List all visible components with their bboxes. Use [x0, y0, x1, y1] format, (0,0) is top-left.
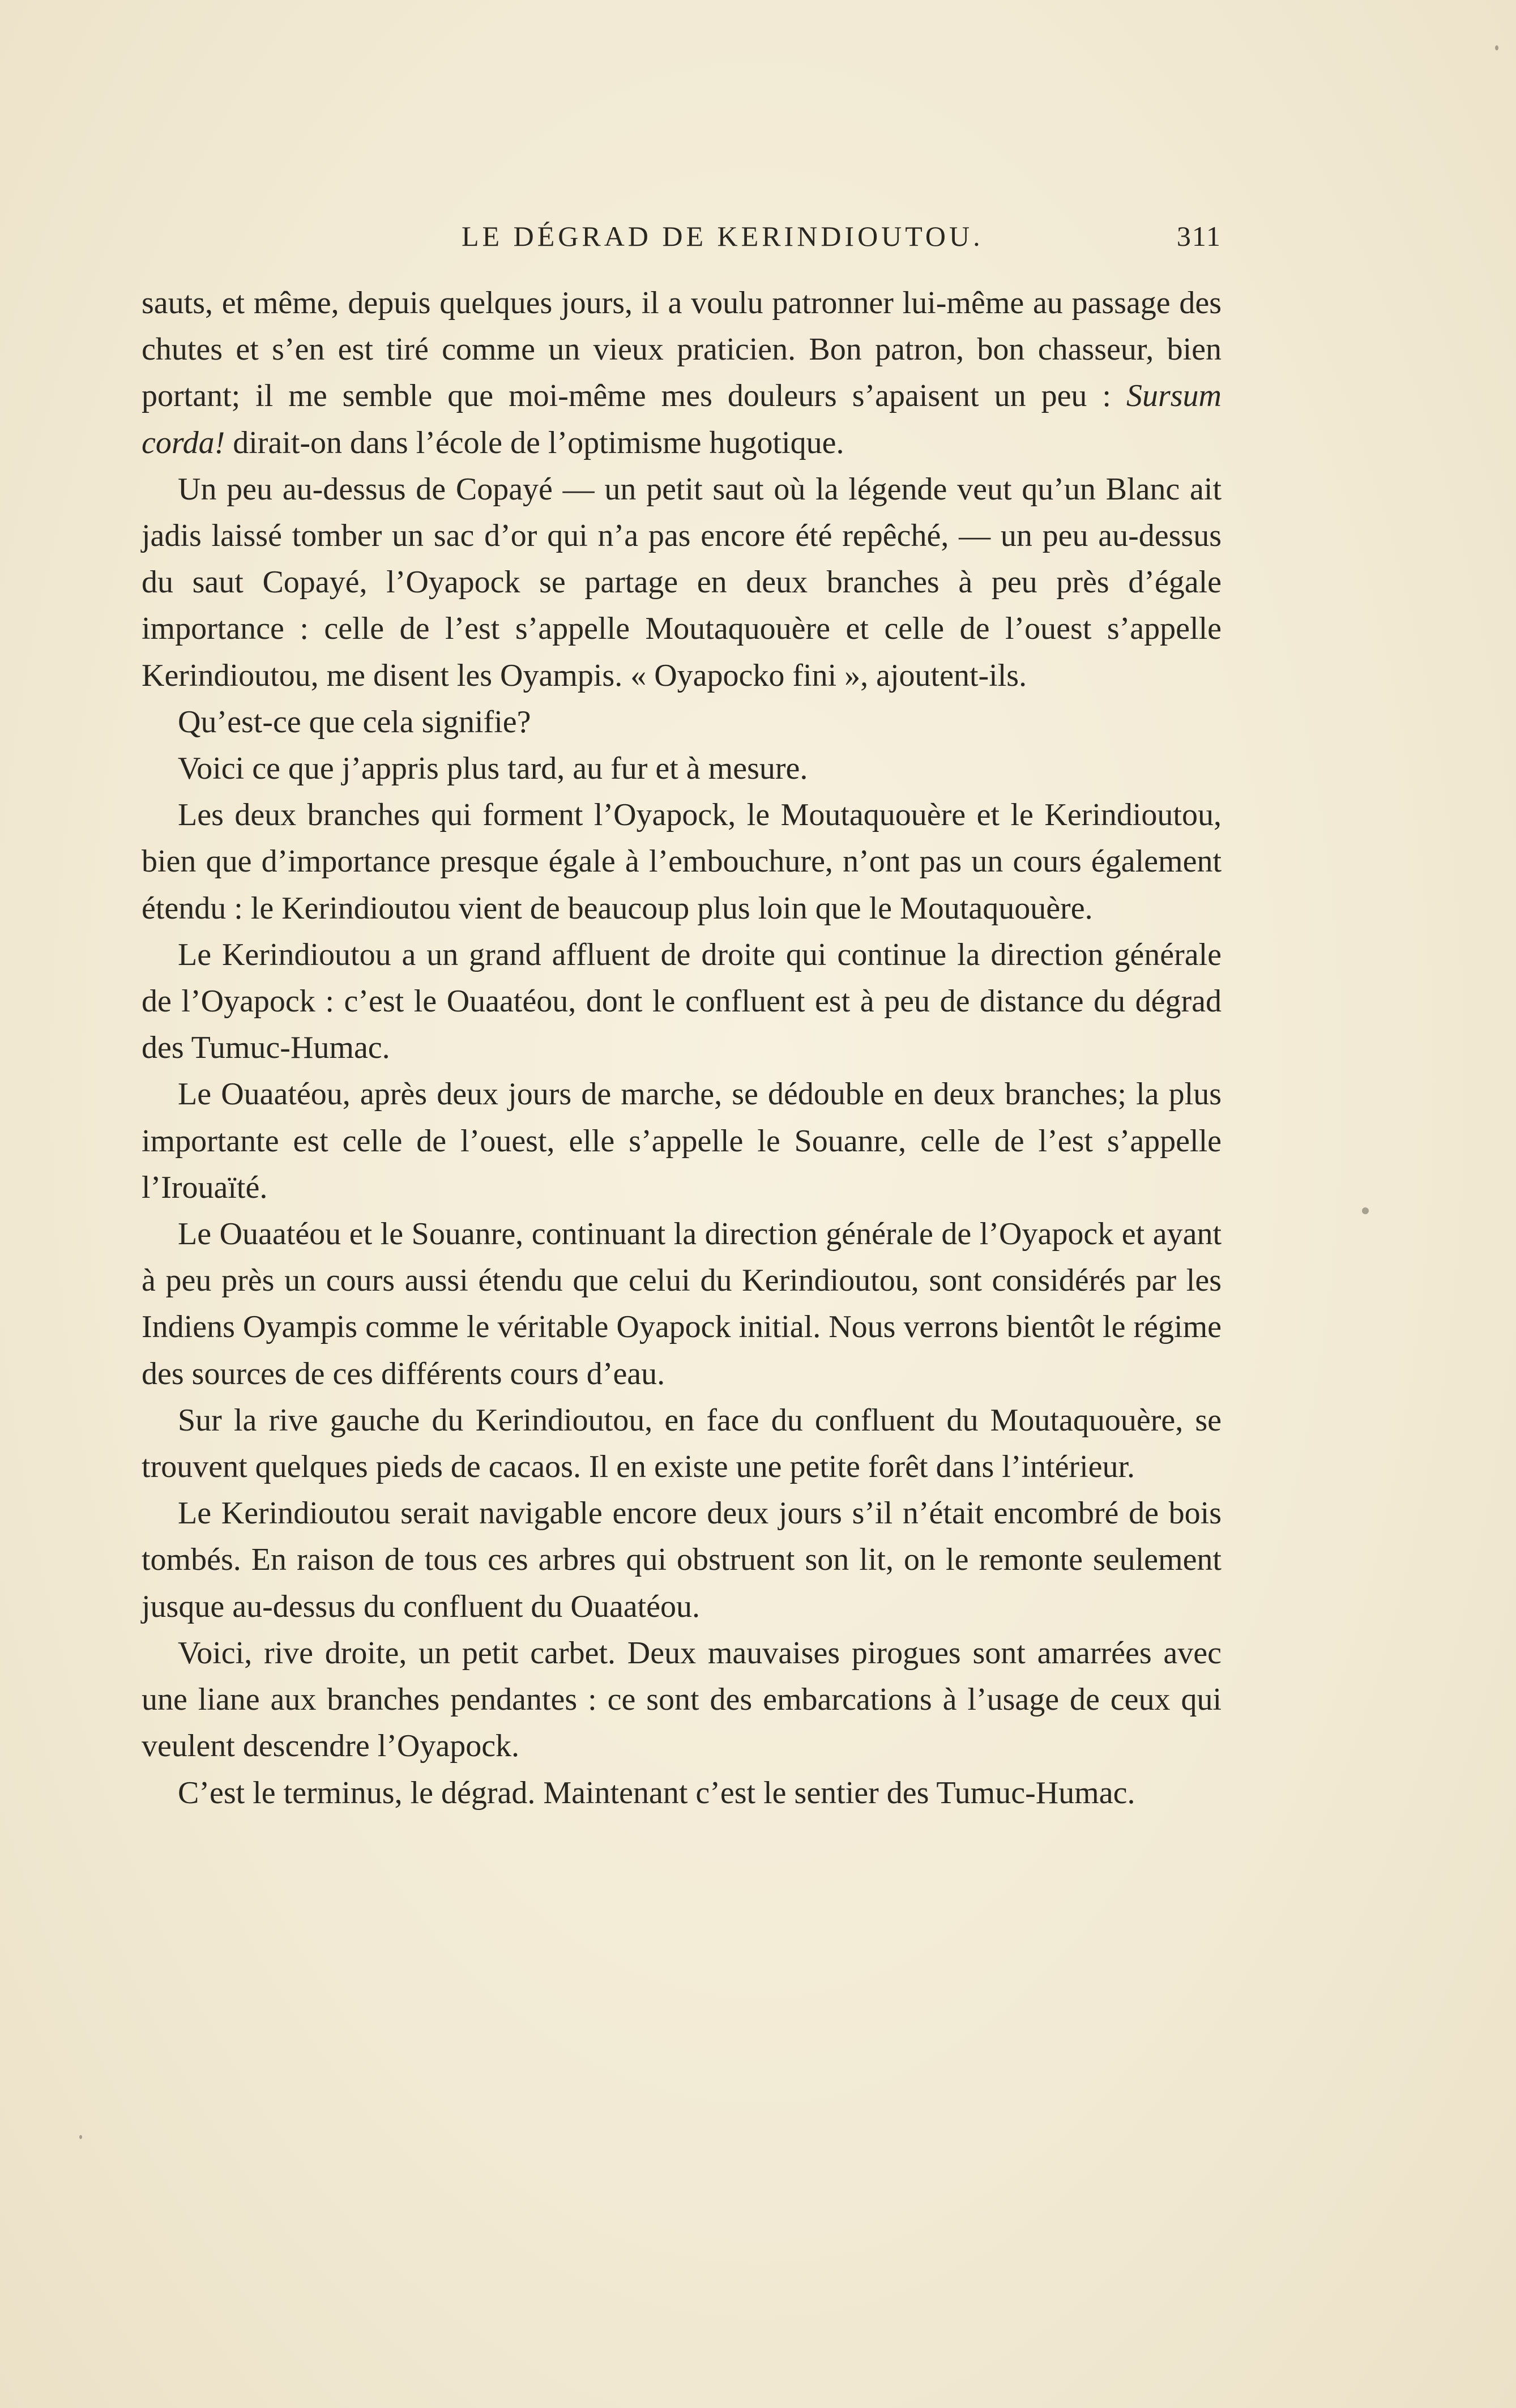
- speck: [79, 2135, 82, 2139]
- paragraph-10: Le Kerindioutou serait navigable encore deux jours s’il n’était encombré de bois tombés. En raison de tous ces arbres qui obstruent son lit, on le remonte seulement jusque au-dessus du confluent du Ouaatéou.: [142, 1496, 1222, 1624]
- running-head: [142, 220, 1222, 259]
- paragraph-11: Voici, rive droite, un petit carbet. Deux mauvaises pirogues sont amarrées avec une liane aux branches pendantes : ce sont des embarcations à l’usage de ceux qui veulent descendre l’Oyapock.: [142, 1635, 1222, 1764]
- speck: [1495, 45, 1498, 50]
- italic-phrase: Sursum corda!: [142, 378, 1222, 460]
- speck: [1362, 1207, 1369, 1214]
- body-text: [142, 280, 1222, 1816]
- paragraph-1: [142, 280, 1222, 466]
- paragraph-2: Un peu au-dessus de Copayé — un petit saut où la légende veut qu’un Blanc ait jadis laissé tomber un sac d’or qui n’a pas encore été repêché, — un peu au-dessus du saut Copayé, l’Oyapock se partage en deux branches à peu près d’égale importance : celle de l’est s’appelle Moutaquouère et celle de l’ouest s’appelle Kerindioutou, me disent les Oyampis. « Oyapocko fini », ajoutent-ils.: [142, 471, 1222, 693]
- chapter-title: LE DÉGRAD DE KERINDIOUTOU.: [462, 220, 984, 252]
- paragraph-4: Voici ce que j’appris plus tard, au fur et à mesure.: [178, 751, 808, 787]
- paragraph-7: Le Ouaatéou, après deux jours de marche, se dédouble en deux branches; la plus importante est celle de l’ouest, elle s’appelle le Souanre, celle de l’est s’appelle l’Irouaïté.: [142, 1077, 1222, 1205]
- paragraph-6: Le Kerindioutou a un grand affluent de droite qui continue la direction générale de l’Oyapock : c’est le Ouaatéou, dont le confluent est à peu de distance du dégrad des Tumuc-Humac.: [142, 937, 1222, 1066]
- page-number: 311: [1176, 220, 1222, 252]
- paragraph-1-text: sauts, et même, depuis quelques jours, il a voulu patronner lui-même au passage des chutes et s’en est tiré comme un vieux praticien. Bon patron, bon chasseur, bien portant; il me semble que moi-même mes douleurs s’apaisent un peu :: [142, 285, 1222, 414]
- paragraph-5: Les deux branches qui forment l’Oyapock, le Moutaquouère et le Kerindioutou, bien que d’importance presque égale à l’embouchure, n’ont pas un cours également étendu : le Kerindioutou vient de beaucoup plus loin que le Moutaquouère.: [142, 797, 1222, 926]
- paragraph-3: Qu’est-ce que cela signifie?: [178, 704, 531, 740]
- paragraph-9: Sur la rive gauche du Kerindioutou, en face du confluent du Moutaquouère, se trouvent quelques pieds de cacaos. Il en existe une petite forêt dans l’intérieur.: [142, 1402, 1222, 1485]
- paragraph-12: C’est le terminus, le dégrad. Maintenant c’est le sentier des Tumuc-Humac.: [178, 1775, 1135, 1811]
- paragraph-8: Le Ouaatéou et le Souanre, continuant la direction générale de l’Oyapock et ayant à peu près un cours aussi étendu que celui du Kerindioutou, sont considérés par les Indiens Oyampis comme le véritable Oyapock initial. Nous verrons bientôt le régime des sources de ces différents cours d’eau.: [142, 1216, 1222, 1391]
- paragraph-1-text-end: dirait-on dans l’école de l’optimisme hugotique.: [225, 425, 844, 460]
